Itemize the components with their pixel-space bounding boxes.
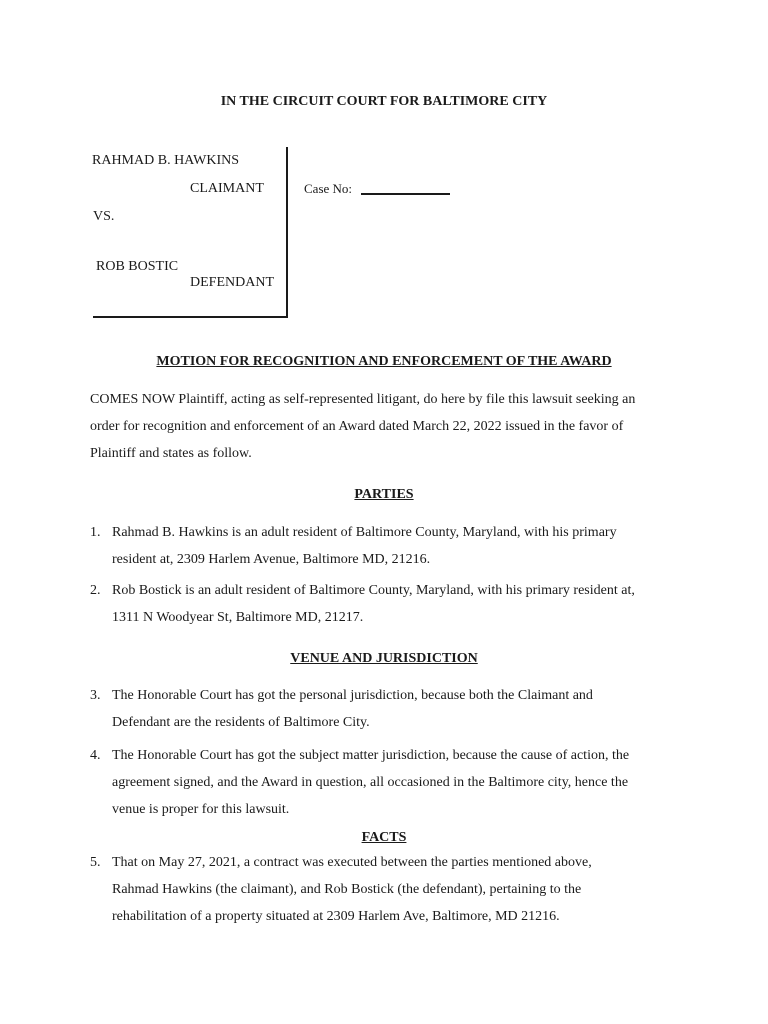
item-line: rehabilitation of a property situated at 2309 Harlem Ave, Baltimore, MD 21216.: [112, 909, 560, 924]
item-text: [112, 577, 682, 631]
item-text: [112, 519, 682, 573]
facts-heading: FACTS: [361, 830, 407, 845]
item-line: The Honorable Court has got the subject matter jurisdiction, because the cause of action, the: [112, 748, 630, 763]
case-number-blank: [361, 193, 450, 195]
defendant-role: DEFENDANT: [190, 275, 274, 290]
item-text: [112, 742, 682, 823]
item-number: 3.: [90, 688, 101, 703]
venue-heading: VENUE AND JURISDICTION: [290, 651, 478, 666]
item-line: Rob Bostick is an adult resident of Baltimore County, Maryland, with his primary resident at,: [112, 583, 635, 598]
item-text: [112, 682, 682, 736]
caption-vertical-divider: [286, 147, 288, 317]
intro-line: Plaintiff and states as follow.: [90, 446, 252, 461]
item-text: [112, 849, 682, 930]
item-line: 1311 N Woodyear St, Baltimore MD, 21217.: [112, 610, 364, 625]
claimant-name: RAHMAD B. HAWKINS: [92, 153, 240, 168]
item-line: Defendant are the residents of Baltimore City.: [112, 715, 370, 730]
item-line: That on May 27, 2021, a contract was executed between the parties mentioned above,: [112, 855, 592, 870]
item-number: 5.: [90, 855, 101, 870]
versus-label: VS.: [93, 209, 115, 224]
case-number-label: Case No:: [304, 181, 353, 196]
intro-paragraph: [90, 386, 690, 467]
item-line: resident at, 2309 Harlem Avenue, Baltimore MD, 21216.: [112, 552, 431, 567]
intro-line: order for recognition and enforcement of an Award dated March 22, 2022 issued in the favor of: [90, 419, 624, 434]
item-line: Rahmad Hawkins (the claimant), and Rob Bostick (the defendant), pertaining to the: [112, 882, 582, 897]
item-line: venue is proper for this lawsuit.: [112, 802, 290, 817]
item-number: 4.: [90, 748, 101, 763]
intro-line: COMES NOW Plaintiff, acting as self-represented litigant, do here by file this lawsuit seeking an: [90, 392, 636, 407]
caption-bottom-rule: [93, 316, 288, 318]
claimant-role: CLAIMANT: [190, 181, 264, 196]
item-line: agreement signed, and the Award in question, all occasioned in the Baltimore city, hence the: [112, 775, 629, 790]
item-number: 2.: [90, 583, 101, 598]
item-line: Rahmad B. Hawkins is an adult resident of Baltimore County, Maryland, with his primary: [112, 525, 617, 540]
motion-title: MOTION FOR RECOGNITION AND ENFORCEMENT OF THE AWARD: [156, 354, 612, 369]
item-line: The Honorable Court has got the personal jurisdiction, because both the Claimant and: [112, 688, 593, 703]
court-title: IN THE CIRCUIT COURT FOR BALTIMORE CITY: [220, 94, 548, 109]
item-number: 1.: [90, 525, 101, 540]
parties-heading: PARTIES: [354, 487, 414, 502]
defendant-name: ROB BOSTIC: [96, 259, 179, 274]
